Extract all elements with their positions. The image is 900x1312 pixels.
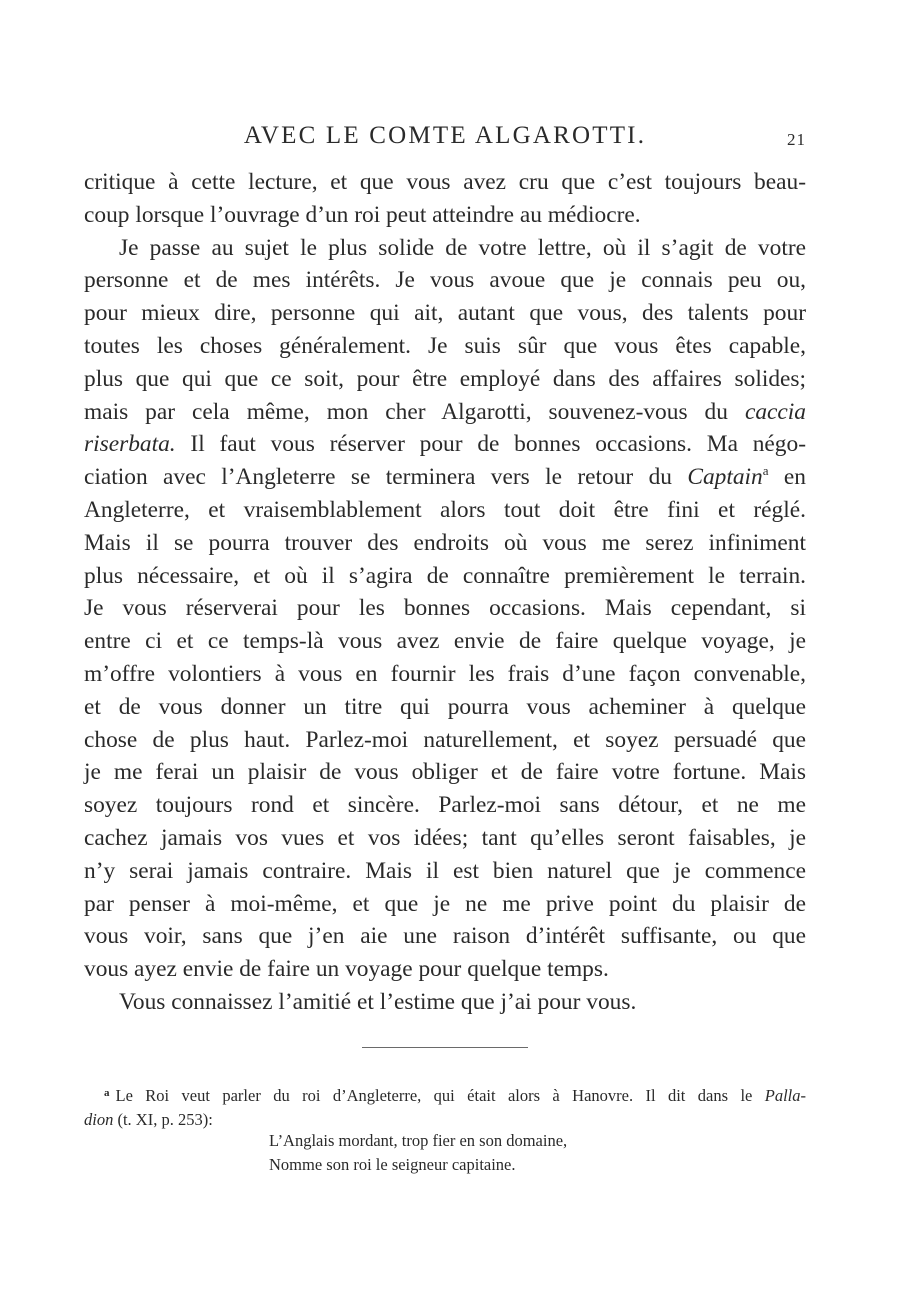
- text-segment: ciation avec l’Angleterre se terminera vers le retour du: [84, 464, 688, 491]
- text-segment: Je vous réserverai pour les bonnes occasions. Mais cependant, si: [84, 595, 806, 622]
- text-segment: mais par cela même, mon cher Algarotti, souvenez-vous du: [84, 398, 745, 425]
- text-line: [84, 428, 806, 461]
- text-segment: Il faut vous réserver pour de bonnes occasions. Ma négo-: [175, 431, 806, 458]
- text-segment: Je passe au sujet le plus solide de votre lettre, où il s’agit de votre: [119, 234, 806, 261]
- text-segment: entre ci et ce temps-là vous avez envie de faire quelque voyage, je: [84, 628, 806, 655]
- text-line: [84, 363, 806, 396]
- text-line: [84, 724, 806, 757]
- text-segment: vous ayez envie de faire un voyage pour quelque temps.: [84, 956, 609, 983]
- text-segment: et de vous donner un titre qui pourra vous acheminer à quelque: [84, 693, 806, 720]
- text-segment: en: [768, 464, 806, 491]
- text-line: [84, 855, 806, 888]
- text-line: [84, 560, 806, 593]
- text-segment: m’offre volontiers à vous en fournir les frais d’une façon convenable,: [84, 660, 806, 687]
- text-segment: chose de plus haut. Parlez-moi naturellement, et soyez persuadé que: [84, 726, 806, 753]
- text-segment: coup lorsque l’ouvrage d’un roi peut atteindre au médiocre.: [84, 201, 641, 228]
- footnote-italic: dion: [84, 1110, 114, 1129]
- text-line: [84, 658, 806, 691]
- text-segment: plus que qui que ce soit, pour être employé dans des affaires solides;: [84, 365, 806, 392]
- running-head: [84, 122, 806, 156]
- verse-line: Nomme son roi le seigneur capitaine.: [269, 1155, 516, 1174]
- footnote: [84, 1084, 806, 1132]
- text-line: [84, 920, 806, 953]
- text-line: [84, 199, 806, 232]
- text-segment: pour mieux dire, personne qui ait, autant que vous, des talents pour: [84, 300, 806, 327]
- text-line: [84, 330, 806, 363]
- running-title: AVEC LE COMTE ALGAROTTI.: [243, 122, 647, 149]
- text-line: [84, 822, 806, 855]
- verse-line: L’Anglais mordant, trop fier en son domaine,: [269, 1131, 568, 1150]
- text-segment: vous voir, sans que j’en aie une raison d’intérêt suffisante, ou que: [84, 923, 806, 950]
- page-number: 21: [787, 130, 806, 149]
- text-segment: Vous connaissez l’amitié et l’estime que j’ai pour vous.: [119, 988, 637, 1015]
- text-line: [84, 986, 806, 1019]
- italic-phrase: caccia: [744, 398, 806, 425]
- text-segment: toutes les choses généralement. Je suis sûr que vous êtes capable,: [84, 332, 806, 359]
- text-line: [84, 461, 806, 494]
- footnote-text: (t. XI, p. 253):: [113, 1110, 213, 1129]
- text-segment: n’y serai jamais contraire. Mais il est bien naturel que je commence: [84, 857, 806, 884]
- italic-phrase: riserbata.: [84, 431, 176, 458]
- text-line: [84, 691, 806, 724]
- text-line: [84, 592, 806, 625]
- body-text: [84, 166, 806, 1019]
- text-segment: personne et de mes intérêts. Je vous avoue que je connais peu ou,: [84, 267, 806, 294]
- text-line: [84, 756, 806, 789]
- text-line: [84, 888, 806, 921]
- text-segment: soyez toujours rond et sincère. Parlez-moi sans détour, et ne me: [84, 792, 806, 819]
- text-segment: critique à cette lecture, et que vous avez cru que c’est toujours beau-: [84, 169, 806, 195]
- footnote-divider: [362, 1047, 528, 1048]
- text-segment: plus nécessaire, et où il s’agira de connaître premièrement le terrain.: [84, 562, 806, 589]
- text-line: [84, 166, 806, 199]
- text-line: [84, 264, 806, 297]
- text-segment: je me ferai un plaisir de vous obliger et de faire votre fortune. Mais: [84, 759, 806, 786]
- text-segment: cachez jamais vos vues et vos idées; tant qu’elles seront faisables, je: [84, 824, 806, 851]
- italic-phrase: Captain: [687, 464, 763, 491]
- footnote-reference[interactable]: a: [762, 463, 769, 479]
- text-line: [84, 789, 806, 822]
- text-segment: Angleterre, et vraisemblablement alors tout doit être fini et réglé.: [84, 496, 806, 523]
- text-line: [84, 297, 806, 330]
- text-line: [84, 494, 806, 527]
- footnote-label: a: [104, 1087, 110, 1099]
- text-segment: par penser à moi-même, et que je ne me prive point du plaisir de: [84, 890, 806, 917]
- text-line: [84, 953, 806, 986]
- text-line: [84, 232, 806, 265]
- text-segment: Mais il se pourra trouver des endroits où vous me serez infiniment: [84, 529, 806, 556]
- footnote-verse: [269, 1129, 567, 1177]
- footnote-italic: Palla-: [764, 1086, 806, 1105]
- footnote-text: Le Roi veut parler du roi d’Angleterre, qui était alors à Hanovre. Il dit dans le: [115, 1086, 765, 1105]
- text-line: [84, 396, 806, 429]
- footnote-line: [84, 1084, 806, 1108]
- text-line: [84, 625, 806, 658]
- text-line: [84, 527, 806, 560]
